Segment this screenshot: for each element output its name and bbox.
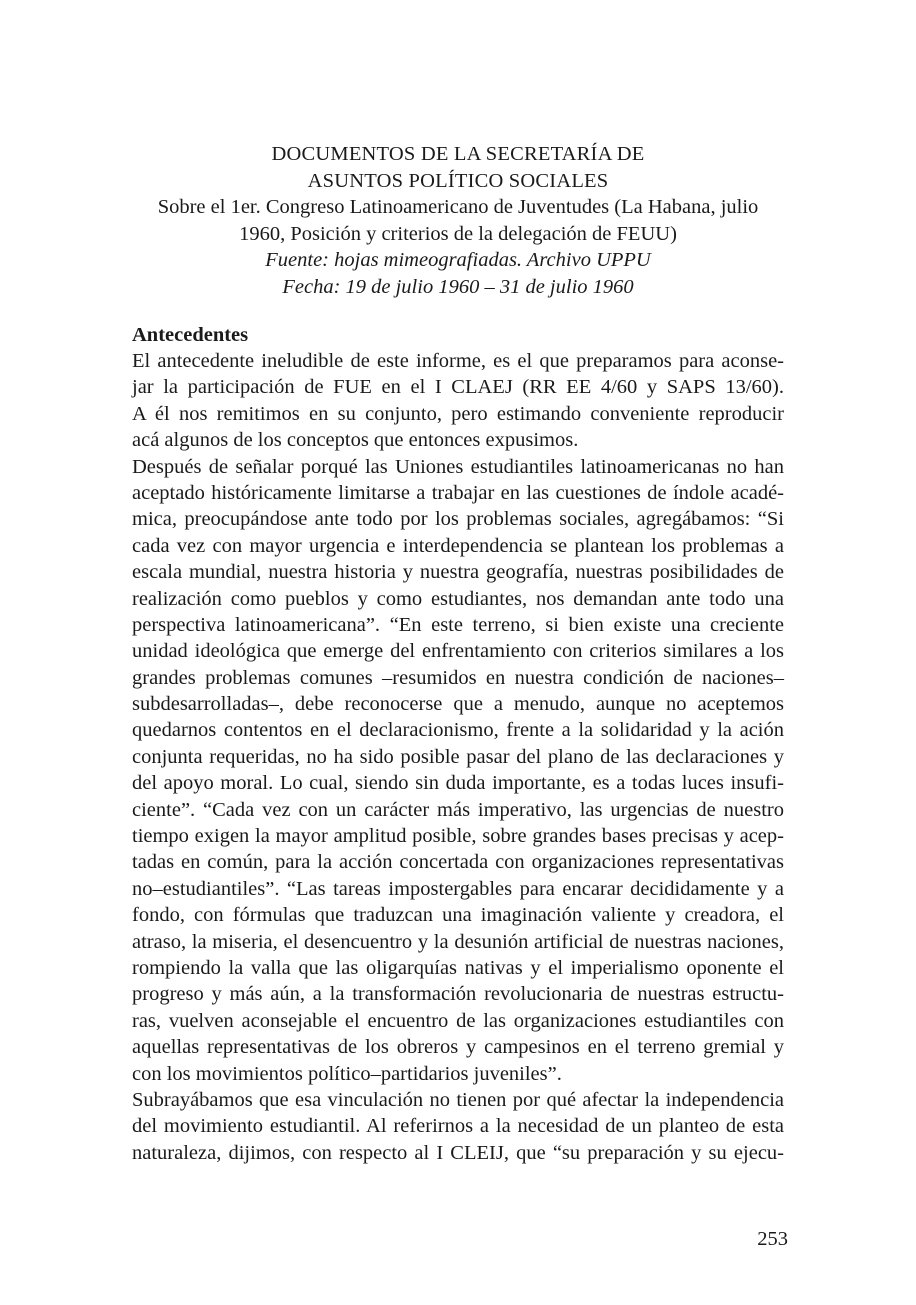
text-line: aquellas representativas de los obreros y campesinos en el terreno gremial y: [132, 1036, 784, 1059]
page-number: 253: [757, 1228, 788, 1250]
text-line: acá algunos de los conceptos que entonces expusimos.: [132, 429, 579, 452]
subtitle-line-1: Sobre el 1er. Congreso Latinoamericano de Juventudes (La Habana, julio: [157, 196, 759, 218]
text-line: progreso y más aún, a la transformación revolucionaria de nuestras estructu-: [132, 983, 784, 1006]
text-line: jar la participación de FUE en el I CLAEJ (RR EE 4/60 y SAPS 13/60).: [132, 376, 784, 399]
subtitle-line-2: 1960, Posición y criterios de la delegación de FEUU): [239, 222, 677, 245]
text-line: rompiendo la valla que las oligarquías nativas y el imperialismo oponente el: [132, 956, 784, 979]
text-line: realización como pueblos y como estudiantes, nos demandan ante todo una: [132, 587, 784, 610]
text-line: con los movimientos político–partidarios juveniles”.: [132, 1062, 562, 1085]
text-line: perspectiva latinoamericana”. “En este terreno, si bien existe una creciente: [132, 613, 784, 636]
text-line: tadas en común, para la acción concertada con organizaciones representativas: [132, 851, 784, 874]
source-line: Fuente: hojas mimeografiadas. Archivo UPPU: [265, 249, 651, 271]
title-line-2: ASUNTOS POLÍTICO SOCIALES: [307, 169, 609, 192]
body-text: [132, 348, 784, 1166]
date-line: Fecha: 19 de julio 1960 – 31 de julio 1960: [282, 275, 634, 298]
text-line: Subrayábamos que esa vinculación no tienen por qué afectar la independencia: [132, 1088, 784, 1111]
text-line: A él nos remitimos en su conjunto, pero estimando conveniente reproducir: [132, 402, 784, 425]
text-line: Después de señalar porqué las Uniones estudiantiles latinoamericanas no han: [132, 455, 784, 478]
text-line: no–estudiantiles”. “Las tareas impostergables para encarar decididamente y a: [132, 877, 784, 900]
text-line: atraso, la miseria, el desencuentro y la desunión artificial de nuestras naciones,: [132, 930, 784, 953]
text-line: fondo, con fórmulas que traduzcan una imaginación valiente y creadora, el: [132, 904, 784, 927]
text-line: grandes problemas comunes –resumidos en nuestra condición de naciones–: [132, 666, 784, 689]
text-line: naturaleza, dijimos, con respecto al I CLEIJ, que “su preparación y su ejecu-: [132, 1141, 784, 1164]
text-line: unidad ideológica que emerge del enfrentamiento con criterios similares a los: [132, 640, 784, 663]
text-line: del apoyo moral. Lo cual, siendo sin duda importante, es a todas luces insufi-: [132, 772, 784, 795]
text-line: ciente”. “Cada vez con un carácter más imperativo, las urgencias de nuestro: [132, 798, 784, 821]
section-heading: Antecedentes: [132, 324, 249, 346]
text-line: ras, vuelven aconsejable el encuentro de las organizaciones estudiantiles con: [132, 1009, 784, 1032]
text-line: aceptado históricamente limitarse a trabajar en las cuestiones de índole acadé-: [132, 481, 784, 504]
text-line: conjunta requeridas, no ha sido posible pasar del plano de las declaraciones y: [132, 745, 784, 768]
text-line: subdesarrolladas–, debe reconocerse que a menudo, aunque no aceptemos: [132, 693, 784, 716]
document-header: [132, 141, 784, 300]
text-line: cada vez con mayor urgencia e interdependencia se plantean los problemas a: [132, 534, 784, 557]
text-line: tiempo exigen la mayor amplitud posible, sobre grandes bases precisas y acep-: [132, 825, 784, 848]
text-line: quedarnos contentos en el declaracionismo, frente a la solidaridad y la ación: [132, 719, 784, 742]
title-line-1: DOCUMENTOS DE LA SECRETARÍA DE: [271, 143, 645, 165]
text-line: escala mundial, nuestra historia y nuestra geografía, nuestras posibilidades de: [132, 561, 784, 584]
text-line: mica, preocupándose ante todo por los problemas sociales, agregábamos: “Si: [132, 508, 784, 531]
text-line: El antecedente ineludible de este informe, es el que preparamos para aconse-: [132, 350, 784, 372]
text-line: del movimiento estudiantil. Al referirnos a la necesidad de un planteo de esta: [132, 1115, 784, 1138]
